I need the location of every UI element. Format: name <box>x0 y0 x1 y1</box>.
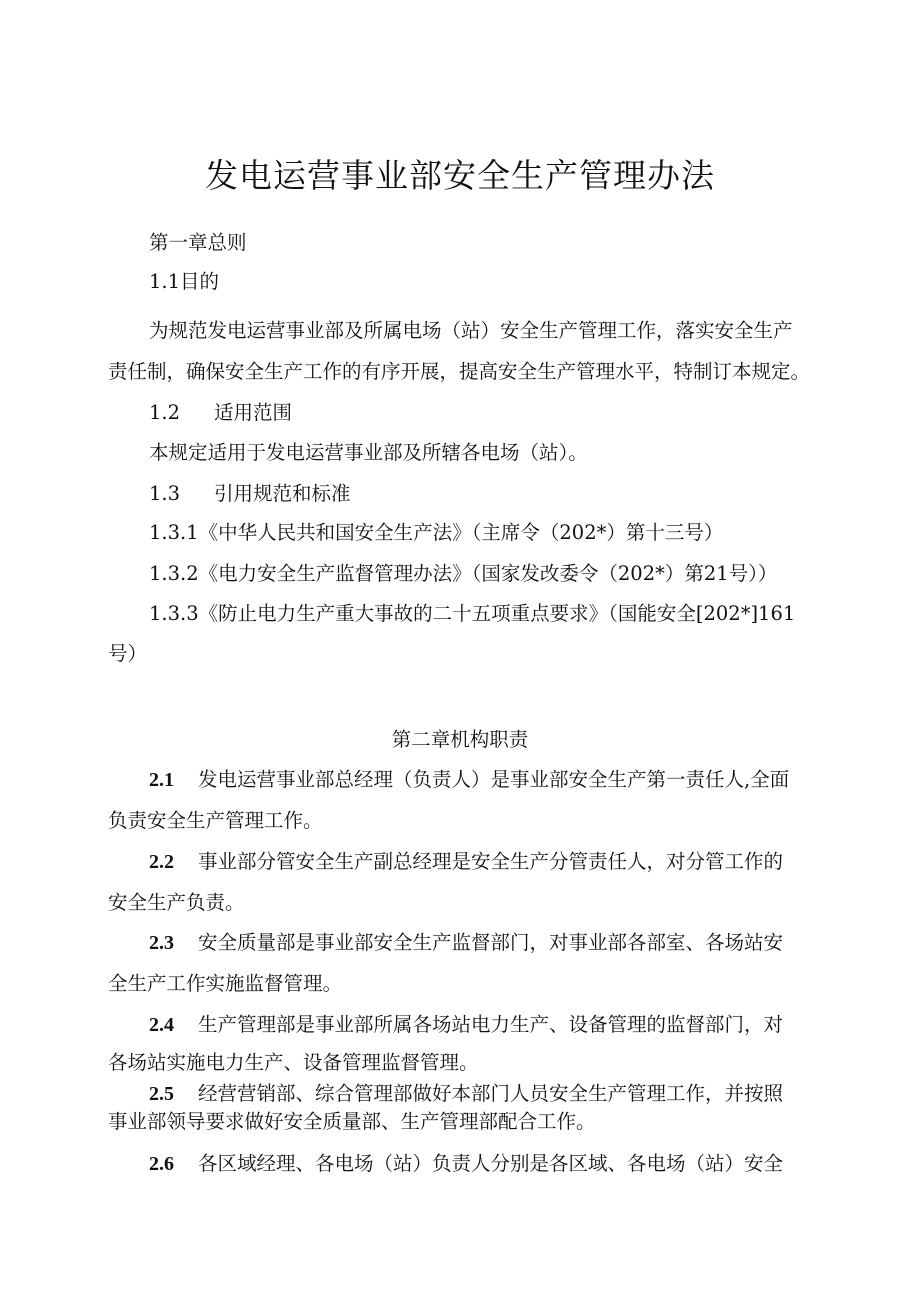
section-text: 经营营销部、综合管理部做好本部门人员安全生产管理工作，并按照 <box>198 1082 784 1105</box>
section-2-1-line-2: 负责安全生产管理工作。 <box>108 809 323 832</box>
section-text: 事业部分管安全生产副总经理是安全生产分管责任人，对分管工作的 <box>198 850 784 873</box>
section-2-5-line-1 <box>149 1084 783 1104</box>
section-2-3-line-2: 全生产工作实施监督管理。 <box>108 972 343 995</box>
section-number: 2.5 <box>149 1083 174 1105</box>
section-number: 2.3 <box>149 932 174 954</box>
reference-1-3-2 <box>149 564 777 584</box>
reference-text: 《防止电力生产重大事故的二十五项重点要求》（国能安全[202*]161 <box>198 602 796 625</box>
section-text: 生产管理部是事业部所属各场站电力生产、设备管理的监督部门，对 <box>198 1013 784 1036</box>
section-text: 各区域经理、各电场（站）负责人分别是各区域、各电场（站）安全 <box>198 1152 784 1175</box>
reference-number: 1.3.3 <box>149 602 199 625</box>
section-1-1 <box>149 272 219 292</box>
reference-number: 1.3.2 <box>149 562 199 585</box>
chapter-2-heading: 第二章机构职责 <box>391 728 529 751</box>
section-text: 发电运营事业部总经理（负责人）是事业部安全生产第一责任人,全面 <box>198 768 790 791</box>
section-number: 1.1 <box>149 270 181 293</box>
reference-1-3-3 <box>149 604 795 624</box>
section-2-5-line-2: 事业部领导要求做好安全质量部、生产管理部配合工作。 <box>108 1110 596 1133</box>
section-number: 2.1 <box>149 769 174 791</box>
section-number: 2.2 <box>149 851 174 873</box>
reference-1-3-3-continued: 号） <box>108 642 148 665</box>
section-2-2-line-2: 安全生产负责。 <box>108 891 245 914</box>
chapter-1-heading: 第一章总则 <box>149 231 247 254</box>
section-2-1-line-1 <box>149 770 789 790</box>
section-2-2-line-1 <box>149 852 783 872</box>
section-label: 目的 <box>180 270 220 293</box>
reference-number: 1.3.1 <box>149 521 199 544</box>
reference-text: 《中华人民共和国安全生产法》（主席令（202*）第十三号） <box>198 521 724 544</box>
section-number: 1.3 <box>149 482 181 505</box>
section-number: 1.2 <box>149 401 181 424</box>
reference-1-3-1 <box>149 523 723 543</box>
section-1-2 <box>149 403 292 423</box>
document-title: 发电运营事业部安全生产管理办法 <box>205 156 715 195</box>
section-1-3 <box>149 484 351 504</box>
purpose-paragraph-line-2: 责任制，确保安全生产工作的有序开展，提高安全生产管理水平，特制订本规定。 <box>108 360 811 383</box>
section-number: 2.4 <box>149 1014 174 1036</box>
section-2-6-line-1 <box>149 1154 783 1174</box>
reference-text: 《电力安全生产监督管理办法》（国家发改委令（202*）第21号）） <box>198 562 778 585</box>
section-2-3-line-1 <box>149 933 783 953</box>
scope-paragraph: 本规定适用于发电运营事业部及所辖各电场（站）。 <box>149 441 588 464</box>
section-number: 2.6 <box>149 1153 174 1175</box>
section-label: 引用规范和标准 <box>214 482 351 505</box>
section-2-4-line-2: 各场站实施电力生产、设备管理监督管理。 <box>108 1051 479 1074</box>
purpose-paragraph-line-1: 为规范发电运营事业部及所属电场（站）安全生产管理工作，落实安全生产 <box>149 319 793 342</box>
section-label: 适用范围 <box>214 401 293 424</box>
section-text: 安全质量部是事业部安全生产监督部门，对事业部各部室、各场站安 <box>198 931 784 954</box>
section-2-4-line-1 <box>149 1015 783 1035</box>
